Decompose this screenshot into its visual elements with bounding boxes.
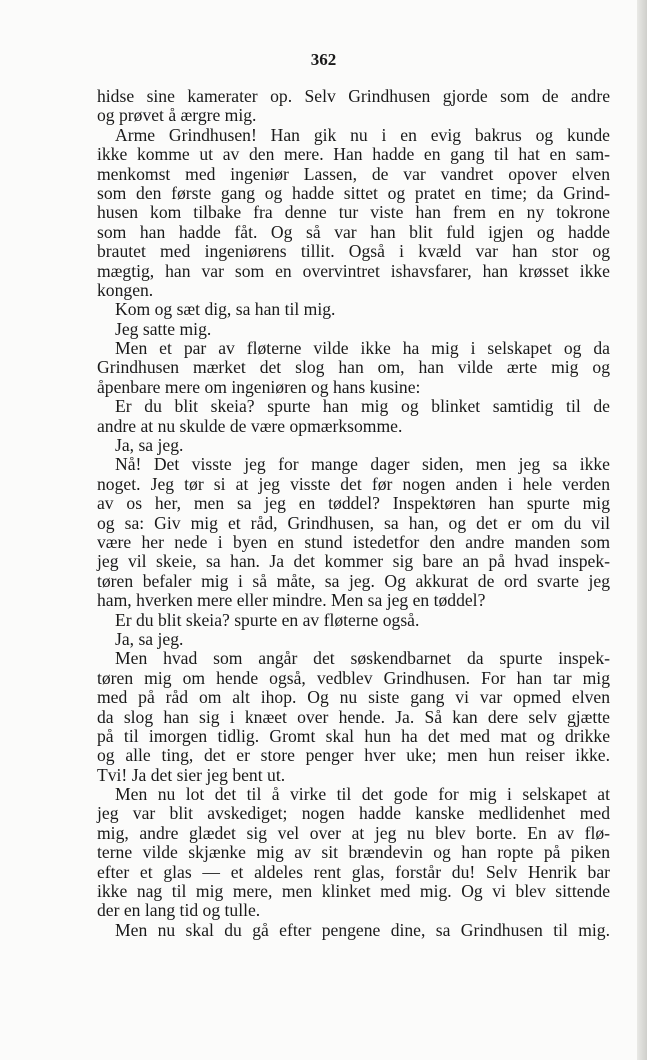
text-line: kongen. [97, 279, 154, 300]
text-line: Grindhusen mærket det slog han om, han vilde ærte mig og [97, 357, 610, 378]
text-line: på til imorgen tidlig. Gromt skal hun ha det med mat og drikke [97, 725, 610, 746]
body-text [97, 87, 610, 940]
text-line: hidse sine kamerater op. Selv Grindhusen gjorde som de andre [97, 86, 610, 106]
text-line: Men hvad som angår det søskendbarnet da spurte inspek- [115, 648, 610, 669]
text-line: mig, andre glædet sig vel over at jeg nu blev borte. En av flø- [97, 822, 610, 843]
text-line: husen kom tilbake fra denne tur viste han frem en ny tokrone [97, 202, 610, 223]
text-line: Nå! Det visste jeg for mange dager siden, men jeg sa ikke [115, 454, 610, 475]
text-line: som den første gang og hadde sittet og pratet en time; da Grind- [97, 182, 610, 203]
page-number: 362 [310, 50, 337, 69]
text-line: jeg var blit avskediget; nogen hadde kanske medlidenhet med [97, 803, 610, 824]
text-line: ikke nag til mig mere, men klinket med mig. Og vi blev sittende [97, 881, 610, 902]
text-line: som han hadde fåt. Og så var han blit fuld igjen og hadde [97, 221, 610, 242]
text-line: da slog han sig i knæet over hende. Ja. Så kan dere selv gjætte [97, 706, 610, 727]
text-line: Tvi! Ja det sier jeg bent ut. [97, 764, 286, 785]
text-line: ham, hverken mere eller mindre. Men sa jeg en tøddel? [97, 590, 486, 611]
text-line: med på råd om alt ihop. Og nu siste gang vi var opmed elven [97, 687, 610, 708]
text-line: tøren befaler mig i så måte, sa jeg. Og akkurat de ord svarte jeg [97, 570, 610, 591]
text-line: åpenbare mere om ingeniøren og hans kusine: [97, 376, 421, 397]
text-line: Ja, sa jeg. [115, 435, 184, 456]
text-line: Men nu lot det til å virke til det gode for mig i selskapet at [115, 784, 610, 805]
text-line: noget. Jeg tør si at jeg visste det før nogen anden i hele verden [97, 473, 610, 494]
text-line: der en lang tid og tulle. [97, 900, 261, 921]
text-line: Arme Grindhusen! Han gik nu i en evig bakrus og kunde [115, 124, 610, 145]
text-line: Er du blit skeia? spurte en av fløterne også. [115, 609, 420, 630]
text-line: brautet med ingeniørens tillit. Også i kvæld var han stor og [97, 241, 610, 262]
text-line: være her nede i byen en stund istedetfor den andre manden som [97, 531, 610, 552]
text-line: av os her, men sa jeg en tøddel? Inspektøren han spurte mig [97, 493, 610, 514]
text-line: menkomst med ingeniør Lassen, de var vandret opover elven [97, 163, 610, 184]
text-line: Ja, sa jeg. [115, 628, 184, 649]
text-line: og prøvet å ærgre mig. [97, 105, 257, 126]
text-line: Men nu skal du gå efter pengene dine, sa Grindhusen til mig. [115, 919, 610, 940]
text-line: jeg vil skeie, sa han. Ja det kommer sig bare an på hvad inspek- [97, 551, 610, 572]
text-line: efter et glas — et aldeles rent glas, forstår du! Selv Henrik bar [97, 861, 610, 882]
text-line: tøren mig om hende også, vedblev Grindhusen. For han tar mig [97, 667, 610, 688]
text-line: ikke komme ut av den mere. Han hadde en gang til hat en sam- [97, 144, 610, 165]
text-line: andre at nu skulde de være opmærksomme. [97, 415, 403, 436]
text-line: Men et par av fløterne vilde ikke ha mig i selskapet og da [115, 338, 610, 359]
text-line: Kom og sæt dig, sa han til mig. [115, 299, 336, 320]
text-line: terne vilde skjænke mig av sit brændevin og han ropte på piken [97, 842, 610, 863]
text-line: og alle ting, det er store penger hver uke; men hun reiser ikke. [97, 745, 610, 766]
text-line: og sa: Giv mig et råd, Grindhusen, sa han, og det er om du vil [97, 512, 610, 533]
text-line: Jeg satte mig. [115, 318, 212, 339]
text-line: mægtig, han var som en overvintret ishavsfarer, han krøsset ikke [97, 260, 610, 281]
text-line: Er du blit skeia? spurte han mig og blinket samtidig til de [115, 396, 610, 417]
page-edge-shadow [637, 0, 647, 1060]
